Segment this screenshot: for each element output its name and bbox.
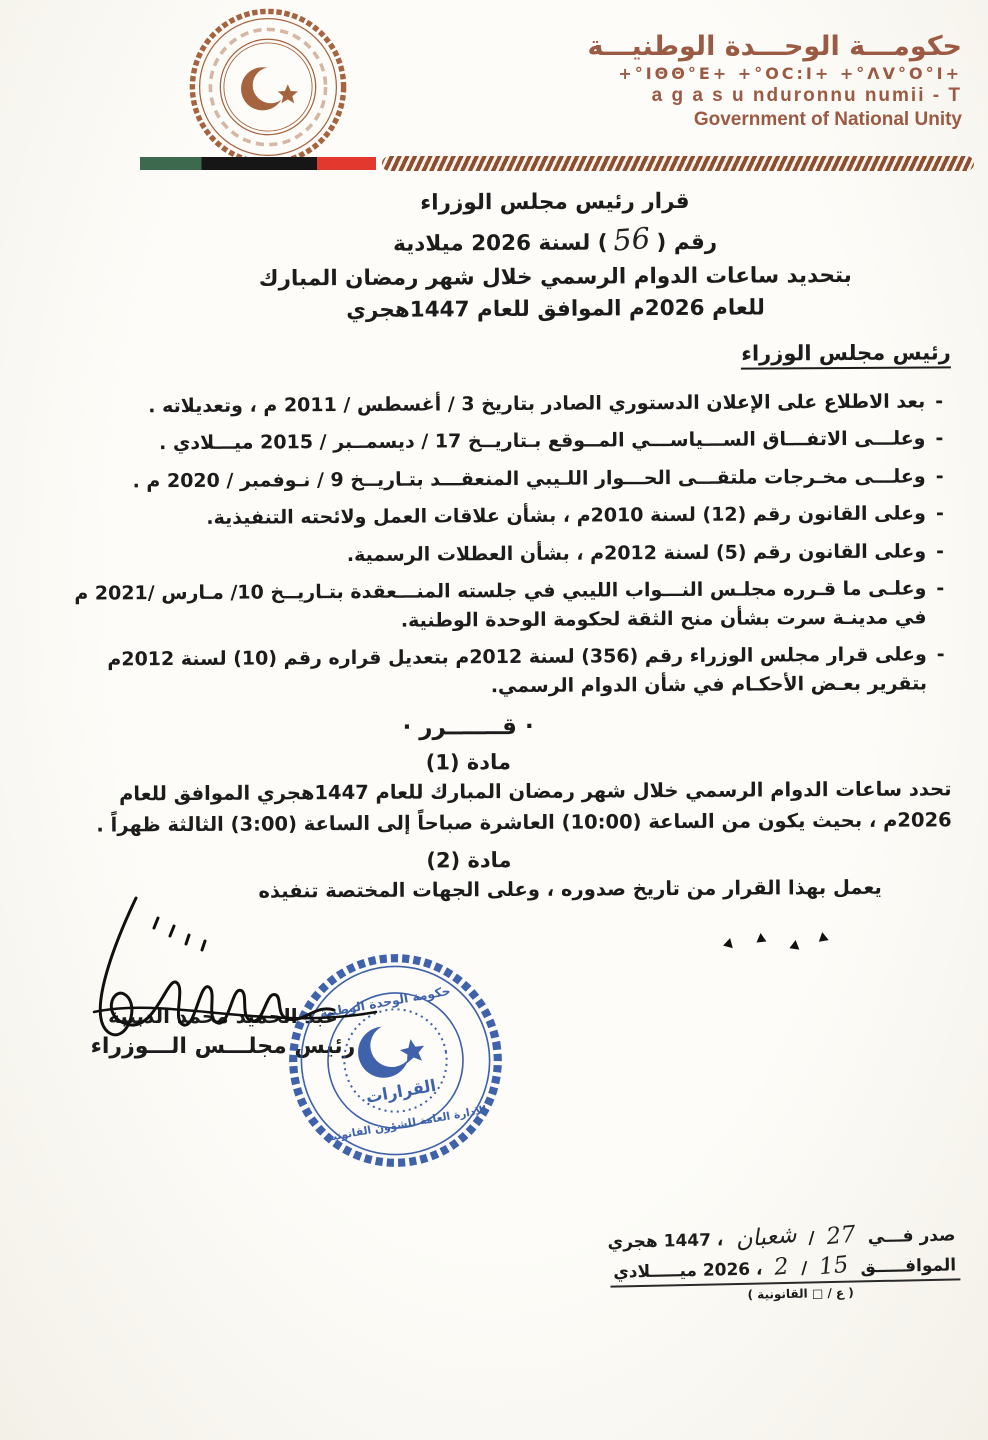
article-1-text: تحدد ساعات الدوام الرسمي خلال شهر رمضان المبارك للعام 1447هجري الموافق للعام 2026م ، بحيث يكون من الساعة (10:00) العاشرة صباحاً إلى الساعة (3:00) الثالثة ظهراً . [96, 777, 952, 837]
preamble-item: - وعلى قرار مجلس الوزراء رقم (356) لسنة 2012م بتعديل قراره رقم (10) لسنة 2012م بتقرير بعـض الأحكـام في شأن الدوام الرسمي. [67, 640, 945, 702]
preamble-item: - وعلى القانون رقم (12) لسنة 2010م ، بشأن علاقات العمل ولائحته التنفيذية. [66, 499, 944, 533]
decree-title-line1: قرار رئيس مجلس الوزراء [420, 188, 690, 216]
bullet-dash: - [935, 502, 944, 525]
bullet-dash: - [935, 389, 944, 413]
decree-number-line: رقم (56) لسنة 2026 ميلادية [154, 216, 956, 263]
bullet-dash: - [936, 643, 945, 666]
preamble-item: - وعلـى ما قـرره مجلـس النـــواب الليبي في جلسته المنـــعقدة بتـاريــخ 10/ مـارس /2021 م في مدينـة سرت بشأن منح الثقة لحكومة الوحدة الوطنية. [66, 574, 944, 636]
header-divider [140, 156, 974, 171]
decree-year-line: للعام 2026م الموافق للعام 1447هجري [346, 295, 765, 324]
corresponding-gregorian-line: الموافـــــق 15 / 2 ، 2026 ميـــــلادي [610, 1248, 961, 1287]
preamble-item: - وعلـــى الاتفـــاق الســـياســـي المــوقع بـتاريــخ 17 / ديسمــبر / 2015 ميـــلادي . [65, 424, 943, 458]
ink-dot [817, 931, 828, 942]
bullet-dash: - [935, 427, 944, 450]
decree-title-block [154, 184, 957, 328]
issue-date-block [609, 1218, 961, 1304]
preamble-item: - وعلى القانون رقم (5) لسنة 2012م ، بشأن العطلات الرسمية. [66, 537, 944, 571]
decision-word: · قـــــــرر · [402, 713, 534, 741]
government-seal-icon [182, 6, 354, 168]
ink-dot [723, 937, 735, 948]
issued-month-handwritten: شعبان [734, 1221, 798, 1254]
document-body [64, 183, 960, 910]
preamble-list [65, 387, 959, 703]
stamp-top-text: حكومة الوحدة الوطنية [318, 983, 452, 1021]
bullet-dash: - [936, 577, 945, 600]
preamble-item: - بعد الاطلاع على الإعلان الدستوري الصادر بتاريخ 3 / أغسطس / 2011 م ، وتعديلاته . [65, 387, 943, 421]
ink-dot [756, 933, 767, 943]
libya-flag-bar [140, 157, 376, 170]
bullet-dash: - [935, 464, 944, 488]
letterhead [542, 30, 962, 131]
decree-subject-line: بتحديد ساعات الدوام الرسمي خلال شهر رمضان المبارك [258, 263, 852, 292]
org-name-transliteration: a g a s u nduronnu numii - T [651, 84, 962, 106]
issued-day-handwritten: 27 [825, 1221, 857, 1251]
article-2-text: يعمل بهذا القرار من تاريخ صدوره ، وعلى الجهات المختصة تنفيذه [258, 876, 882, 904]
ink-dot [789, 939, 800, 949]
article-1-title: مادة (1) [425, 750, 511, 775]
issuer-heading: رئيس مجلس الوزراء [741, 340, 951, 369]
stamp-bottom-text: الإدارة العامة للشؤون القانونية [325, 1103, 488, 1145]
signatory-title: رئيس مجلـــس الـــوزراء [90, 1034, 356, 1059]
rope-chain-ornament [382, 156, 974, 171]
bullet-dash: - [936, 539, 945, 563]
legal-affairs-note: ( ع / □ القانونية ) [747, 1285, 854, 1302]
signature-block [58, 892, 388, 1059]
org-name-arabic: حكومـــة الوحـــدة الوطنيـــة [587, 31, 962, 62]
corr-month-handwritten: 2 [773, 1253, 791, 1281]
org-name-tifinagh: +°IΘΘ°Ε+ +°OC:I+ +°ΛV°O°I+ [618, 63, 962, 83]
issued-hijri-line: صدر فـــي 27 / شعبان ، 1447 هجري [607, 1221, 956, 1254]
stamp-center-text: القرارات [364, 1075, 438, 1107]
article-2-title: مادة (2) [426, 848, 512, 874]
decree-number-handwritten: 56 [612, 221, 652, 258]
org-name-english: Government of National Unity [693, 108, 962, 130]
corr-day-handwritten: 15 [818, 1251, 850, 1281]
signatory-name: عبد الحميد محمد الدبيبة [108, 1004, 338, 1028]
handwritten-signature [58, 892, 388, 1042]
preamble-item: - وعلـــى مخـرجات ملتقـــى الحـــوار اللـيبي المنعقـــد بتـاريــخ 9 / نـوفمبر / 2020 م . [66, 462, 944, 496]
